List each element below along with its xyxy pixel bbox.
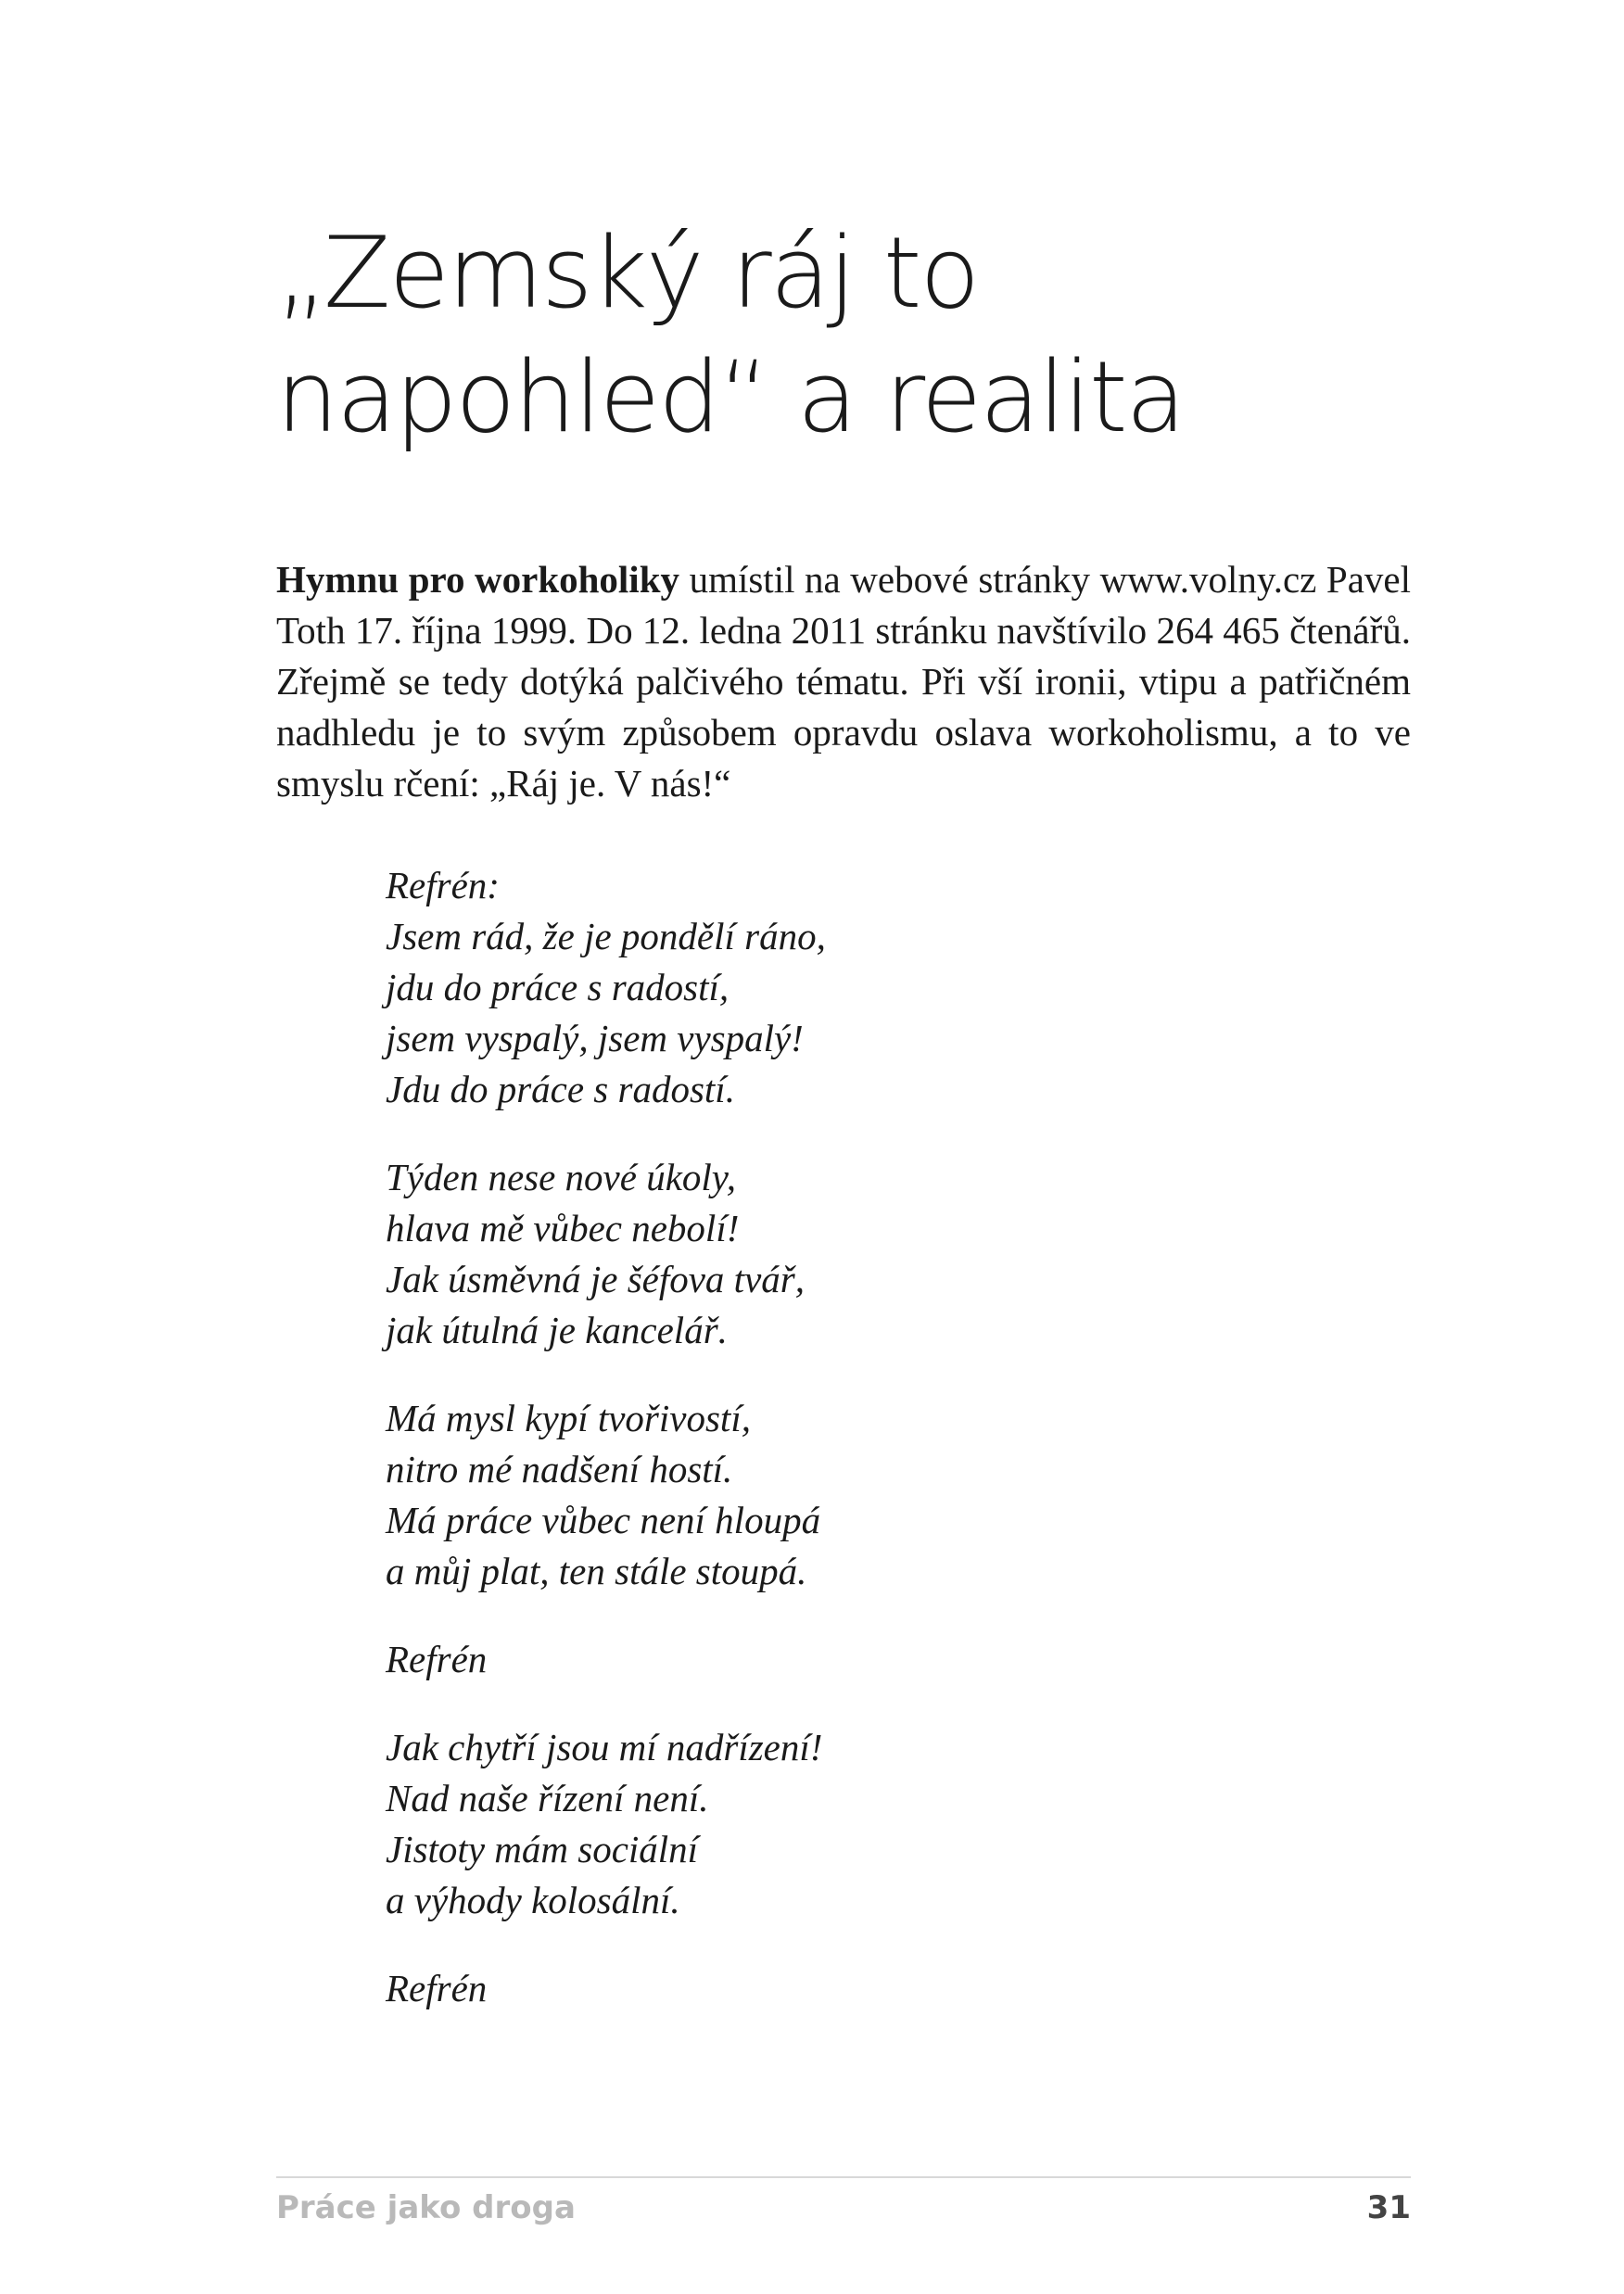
footer-divider — [276, 2176, 1411, 2178]
poem-line: Refrén — [386, 1638, 488, 1680]
poem-line: a můj plat, ten stále stoupá. — [386, 1550, 807, 1592]
poem-stanza — [386, 1393, 1313, 1597]
poem-stanza — [386, 1152, 1313, 1356]
poem-line: Jistoty mám sociální — [386, 1828, 699, 1870]
poem-stanza — [386, 1634, 1313, 1685]
poem-line: Má mysl kypí tvořivostí, — [386, 1397, 751, 1439]
poem-stanza — [386, 860, 1313, 1115]
poem-line: hlava mě vůbec nebolí! — [386, 1207, 740, 1249]
poem-stanza — [386, 1722, 1313, 1926]
poem-line: nitro mé nadšení hostí. — [386, 1448, 733, 1490]
poem-line: jdu do práce s radostí, — [386, 966, 730, 1008]
poem-line: Jak chytří jsou mí nadřízení! — [386, 1726, 823, 1768]
poem — [386, 860, 1313, 2051]
poem-line: jak útulná je kancelář. — [386, 1309, 728, 1351]
page-title — [276, 211, 1389, 460]
poem-line: Má práce vůbec není hloupá — [386, 1499, 821, 1541]
poem-line: a výhody kolosální. — [386, 1879, 680, 1921]
page-number: 31 — [1366, 2189, 1411, 2226]
poem-line: Refrén — [386, 1967, 488, 2009]
intro-text: umístil na webové stránky www.volny.cz Pavel Toth 17. října 1999. Do 12. ledna 2011 stránku navštívilo 264 465 čtenářů. Zřejmě se tedy dotýká palčivého tématu. Při vší ironii, vtipu a patřičném nadhledu je to svým způsobem opravdu oslava workoholismu, a to ve smyslu rčení: „Ráj je. V nás!“ — [276, 558, 1411, 805]
poem-stanza — [386, 1963, 1313, 2014]
intro-bold-lead: Hymnu pro workoholiky — [276, 558, 680, 601]
poem-line: Refrén: — [386, 864, 500, 906]
poem-line: Nad naše řízení není. — [386, 1777, 709, 1819]
poem-line: Týden nese nové úkoly, — [386, 1156, 736, 1198]
title-line-1: „Zemský ráj to — [276, 216, 979, 330]
intro-paragraph — [276, 554, 1411, 809]
footer-book-title: Práce jako droga — [276, 2189, 576, 2226]
poem-line: Jdu do práce s radostí. — [386, 1068, 735, 1110]
title-line-2: napohled“ a realita — [276, 340, 1185, 454]
poem-line: jsem vyspalý, jsem vyspalý! — [386, 1017, 804, 1059]
poem-line: Jak úsměvná je šéfova tvář, — [386, 1258, 805, 1300]
poem-line: Jsem rád, že je pondělí ráno, — [386, 915, 826, 957]
